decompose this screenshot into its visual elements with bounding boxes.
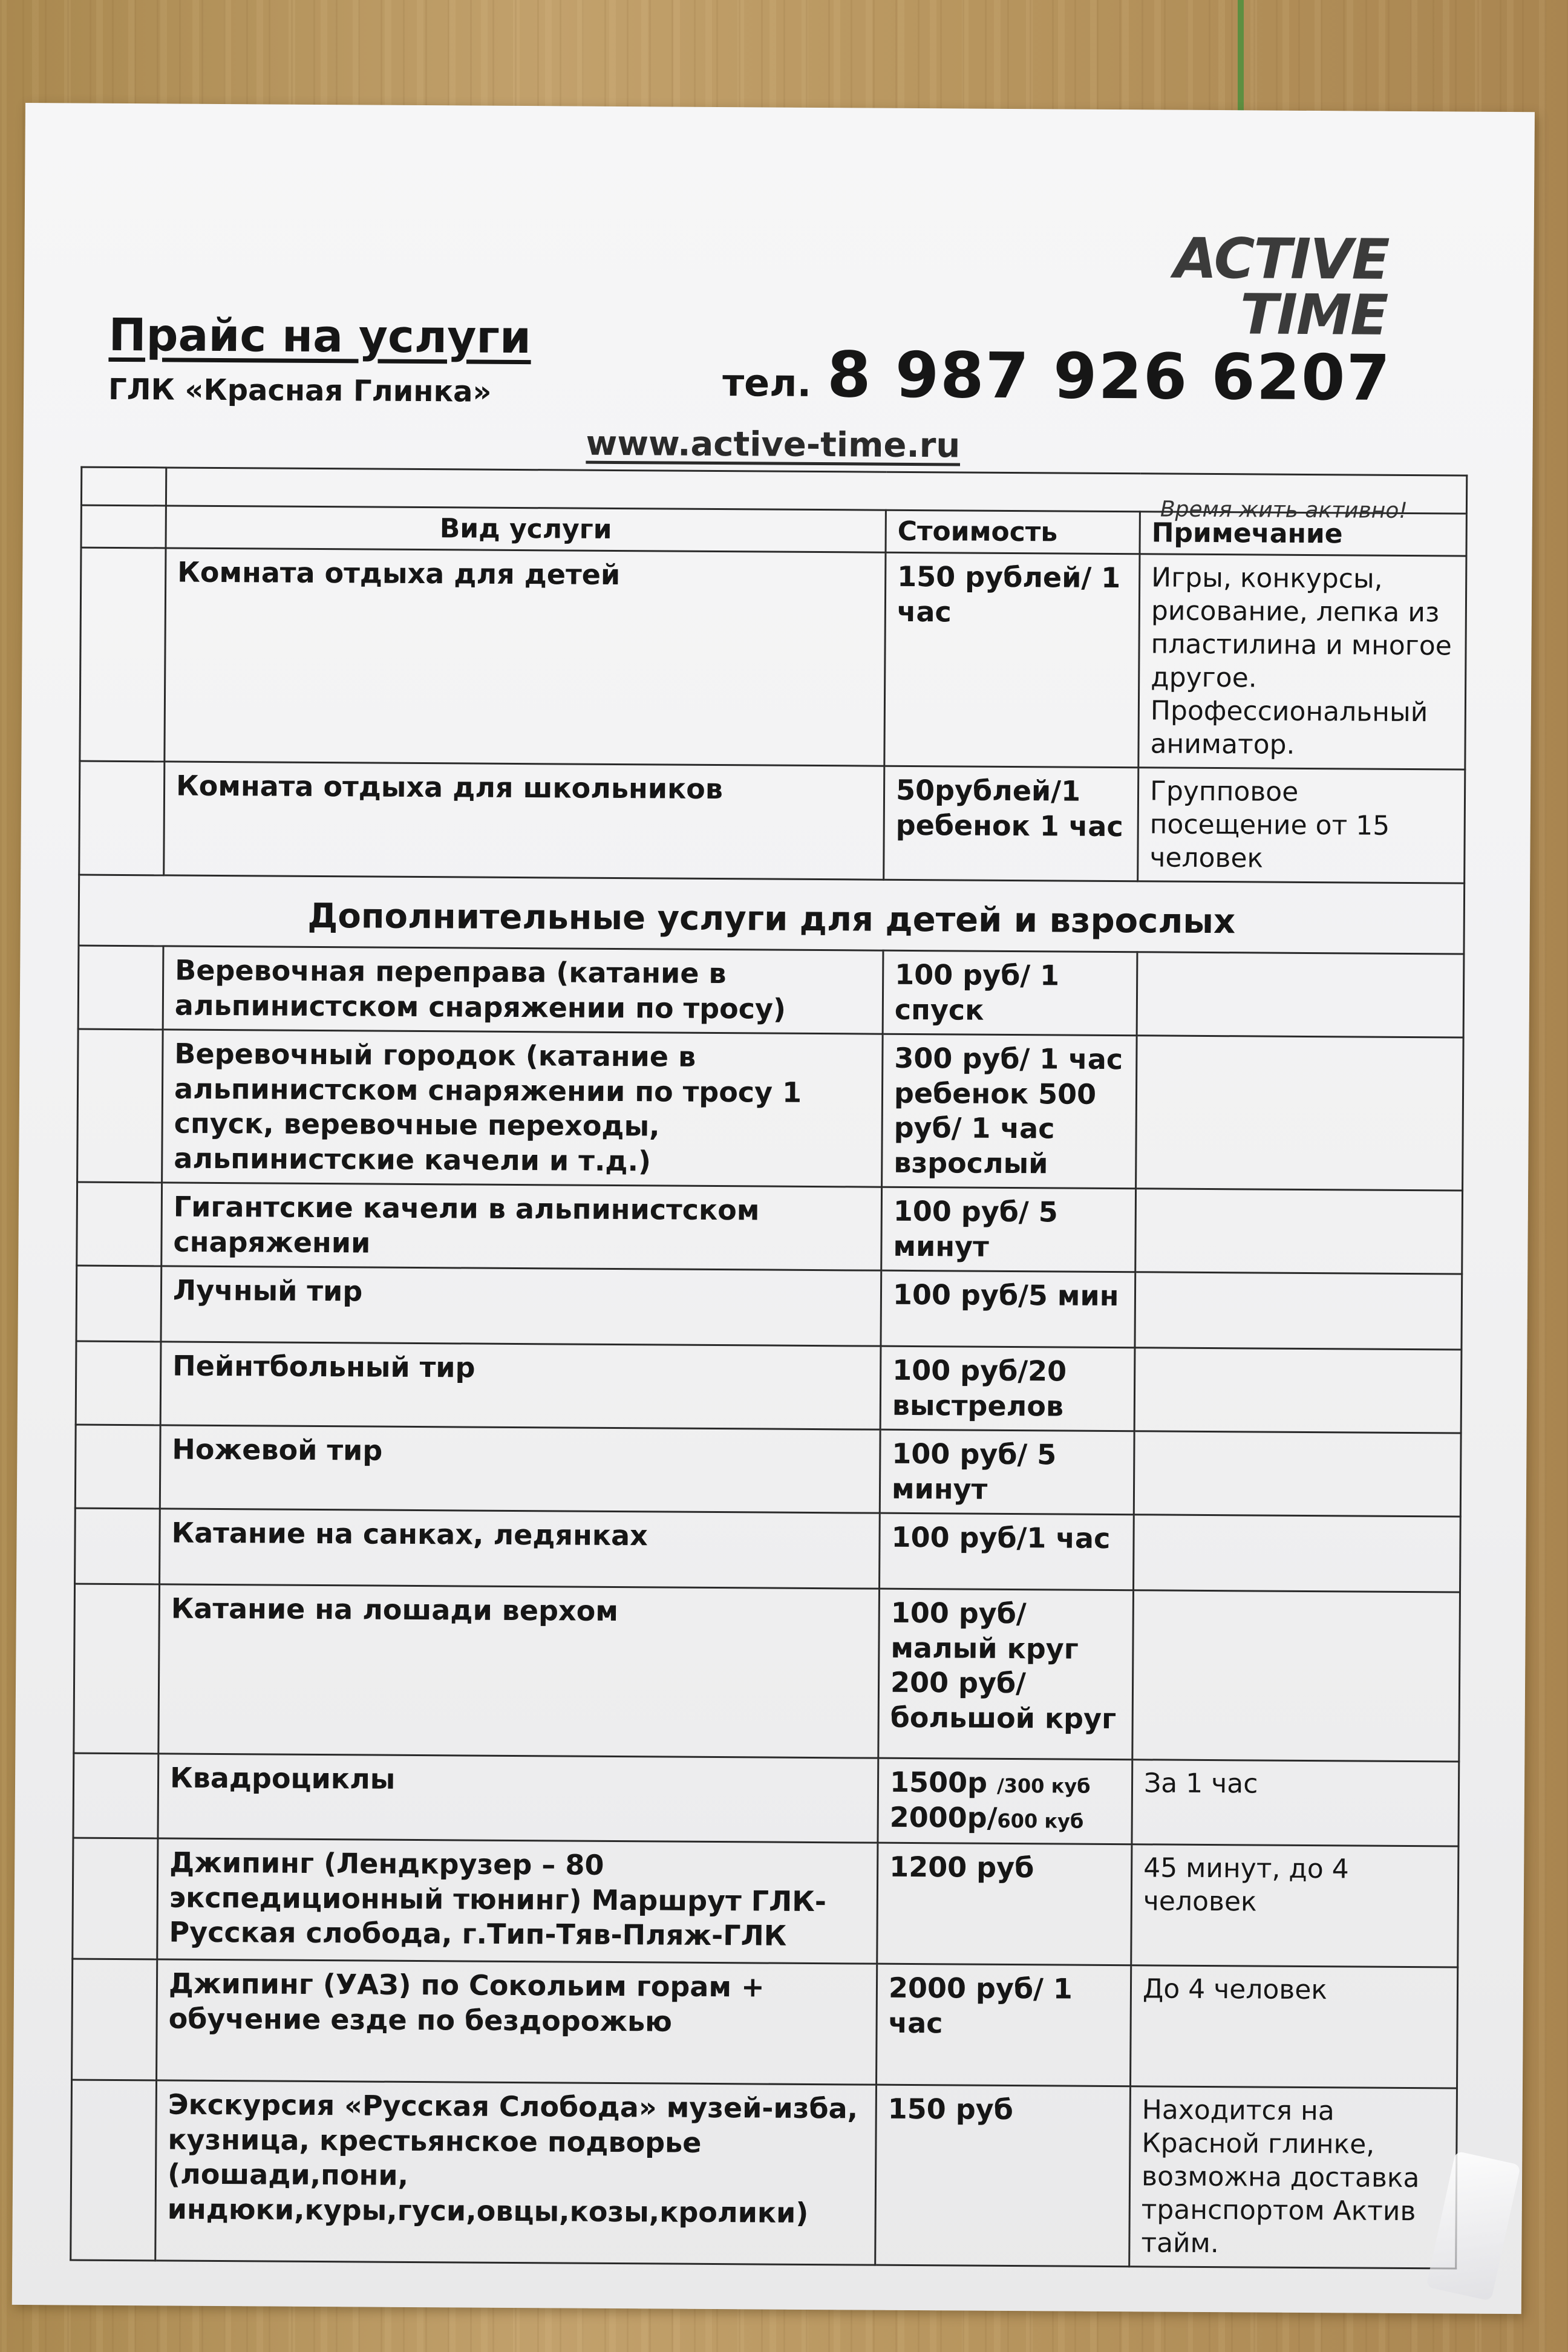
column-header-service: Вид услуги <box>166 506 886 552</box>
price-cell: 1200 руб <box>877 1843 1132 1965</box>
price-unit-1: /300 куб <box>996 1774 1091 1798</box>
table-cell-blank <box>73 1838 158 1959</box>
service-cell: Комната отдыха для школьников <box>164 762 884 880</box>
column-header-price: Стоимость <box>886 510 1140 554</box>
note-cell <box>1137 952 1464 1037</box>
note-cell <box>1135 1272 1462 1350</box>
page-subtitle: ГЛК «Красная Глинка» <box>108 372 492 409</box>
price-cell: 150 руб <box>875 2085 1131 2267</box>
price-unit-2: 600 куб <box>997 1809 1084 1833</box>
table-cell-blank <box>76 1341 161 1425</box>
service-cell: Комната отдыха для детей <box>165 548 886 766</box>
table-row <box>74 1584 1460 1762</box>
note-cell <box>1134 1431 1461 1517</box>
price-cell: 100 руб/1 час <box>880 1513 1134 1590</box>
table-row <box>77 1029 1464 1191</box>
table-cell-blank <box>75 1425 160 1509</box>
service-cell: Джипинг (УАЗ) по Сокольим горам + обучение езде по бездорожью <box>157 1959 877 2085</box>
slogan: Время жить активно! <box>1160 497 1408 523</box>
service-cell: Веревочный городок (катание в альпинистском снаряжении по тросу 1 спуск, веревочные переходы, альпинистские качели и т.д.) <box>162 1030 883 1187</box>
table-row <box>73 1838 1459 1967</box>
service-cell: Джипинг (Лендкрузер – 80 экспедиционный тюнинг) Маршрут ГЛК-Русская слобода, г.Тип-Тяв-Пляж-ГЛК <box>157 1838 878 1964</box>
price-value-1: 1500р <box>889 1765 988 1799</box>
service-cell: Ножевой тир <box>160 1425 880 1513</box>
table-row <box>76 1266 1462 1350</box>
table-cell-blank <box>72 1959 157 2080</box>
phone-block <box>722 337 1391 415</box>
phone-number: 8 987 926 6207 <box>826 338 1392 415</box>
column-header-note: Примечание <box>1140 512 1466 556</box>
table-cell-blank <box>71 2080 157 2261</box>
service-cell: Пейнтбольный тир <box>160 1342 881 1429</box>
price-value-2: 2000р/ <box>889 1800 998 1834</box>
table-row <box>73 1753 1459 1846</box>
logo-line-1: ACTIVE <box>1174 226 1389 292</box>
table-row <box>75 1508 1461 1592</box>
service-cell: Лучный тир <box>161 1266 881 1346</box>
service-cell: Катание на санках, ледянках <box>160 1509 880 1589</box>
service-cell: Веревочная переправа (катание в альпинистском снаряжении по тросу) <box>163 946 883 1034</box>
note-cell: Находится на Красной глинке, возможна доставка транспортом Актив тайм. <box>1129 2086 1457 2269</box>
phone-label: тел. <box>722 361 812 405</box>
table-cell-blank <box>81 467 166 506</box>
price-cell: 100 руб/20 выстрелов <box>880 1346 1135 1431</box>
table-row <box>79 761 1465 883</box>
table-cell-blank <box>74 1584 160 1754</box>
table-row <box>71 2080 1457 2269</box>
table-row <box>80 547 1466 769</box>
website-link[interactable]: www.active-time.ru <box>586 423 961 466</box>
table-row <box>78 946 1464 1037</box>
price-cell: 50рублей/1 ребенок 1 час <box>884 766 1138 881</box>
service-cell: Экскурсия «Русская Слобода» музей-изба, кузница, крестьянское подворье (лошади,пони, индюки,куры,гуси,овцы,козы,кролики) <box>155 2080 877 2265</box>
table-cell-blank <box>77 1182 162 1266</box>
section-heading-row <box>79 875 1465 954</box>
table-row <box>76 1341 1462 1433</box>
price-line-2 <box>890 1800 1120 1836</box>
note-cell: Групповое посещение от 15 человек <box>1138 768 1465 883</box>
table-cell-blank <box>79 761 165 875</box>
service-cell: Квадроциклы <box>158 1754 878 1843</box>
table-cell-blank <box>81 505 166 548</box>
price-line-1 <box>890 1765 1120 1802</box>
table-cell-blank <box>76 1266 162 1342</box>
table-cell-blank <box>77 1029 163 1183</box>
note-cell <box>1132 1590 1460 1762</box>
note-cell <box>1135 1189 1463 1274</box>
price-cell: 100 руб/ 5 минут <box>881 1187 1136 1272</box>
note-cell <box>1136 1036 1464 1191</box>
active-time-logo <box>1174 226 1428 348</box>
price-cell: 100 руб/5 мин <box>881 1270 1135 1348</box>
price-cell: 100 руб/малый круг 200 руб/большой круг <box>878 1589 1134 1760</box>
note-cell: 45 минут, до 4 человек <box>1131 1844 1459 1967</box>
section-title: Дополнительные услуги для детей и взрослых <box>79 875 1465 954</box>
note-cell: Игры, конкурсы, рисование, лепка из пластилина и многое другое. Профессиональный аниматор. <box>1138 554 1466 769</box>
table-cell-blank <box>75 1508 160 1584</box>
note-cell <box>1134 1348 1462 1433</box>
price-cell: 150 рублей/ 1 час <box>884 552 1140 768</box>
note-cell <box>1134 1515 1461 1592</box>
table-cell-blank <box>78 946 163 1030</box>
table-cell-blank <box>80 547 166 762</box>
price-cell: 100 руб/ 5 минут <box>880 1429 1134 1515</box>
service-cell: Гигантские качели в альпинистском снаряжении <box>162 1183 882 1270</box>
note-cell: До 4 человек <box>1131 1965 1458 2088</box>
page-title: Прайс на услуги <box>108 309 532 364</box>
price-cell: 300 руб/ 1 час ребенок 500 руб/ 1 час взрослый <box>882 1034 1137 1189</box>
price-cell <box>878 1758 1132 1844</box>
logo-line-2: TIME <box>1240 282 1388 348</box>
price-table <box>70 466 1468 2270</box>
price-cell: 100 руб/ 1 спуск <box>883 950 1137 1036</box>
table-cell-blank <box>73 1753 158 1838</box>
price-cell: 2000 руб/ 1 час <box>877 1964 1131 2086</box>
table-row <box>72 1959 1458 2088</box>
table-row <box>75 1425 1461 1517</box>
service-cell: Катание на лошади верхом <box>158 1584 880 1758</box>
note-cell: За 1 час <box>1132 1760 1459 1846</box>
table-row <box>77 1182 1463 1274</box>
price-list-sheet <box>12 103 1535 2314</box>
